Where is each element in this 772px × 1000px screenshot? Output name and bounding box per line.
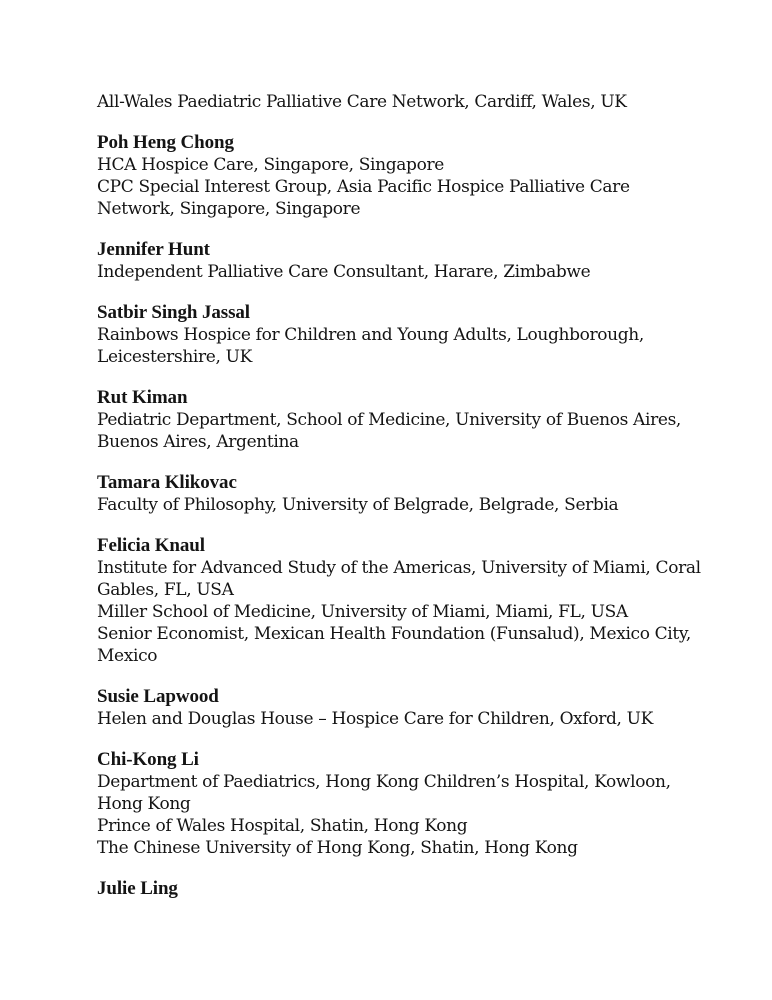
affiliation-line: CPC Special Interest Group, Asia Pacific Hospice Palliative Care [97, 177, 630, 197]
affiliation-line: All-Wales Paediatric Palliative Care Network, Cardiff, Wales, UK [97, 92, 627, 112]
affiliation-line: Gables, FL, USA [97, 580, 234, 600]
affiliation-line: Network, Singapore, Singapore [97, 199, 361, 219]
author-entry [97, 472, 737, 516]
author-entry [97, 132, 737, 220]
author-entry [97, 878, 737, 900]
affiliation-line: Independent Palliative Care Consultant, Harare, Zimbabwe [97, 262, 591, 282]
affiliation-line: Rainbows Hospice for Children and Young Adults, Loughborough, [97, 325, 644, 345]
author-name: Felicia Knaul [97, 535, 205, 556]
affiliation-line: Buenos Aires, Argentina [97, 432, 299, 452]
affiliation-line: Leicestershire, UK [97, 347, 252, 367]
author-name: Chi-Kong Li [97, 749, 199, 770]
author-name: Satbir Singh Jassal [97, 302, 250, 323]
affiliation-line: Senior Economist, Mexican Health Foundation (Funsalud), Mexico City, [97, 624, 691, 644]
author-entry [97, 535, 737, 667]
author-entry [97, 302, 737, 368]
author-name: Jennifer Hunt [97, 239, 210, 260]
author-name: Rut Kiman [97, 387, 188, 408]
affiliation-line: Mexico [97, 646, 158, 666]
author-entry [97, 91, 737, 113]
author-name: Julie Ling [97, 878, 178, 899]
affiliation-line: HCA Hospice Care, Singapore, Singapore [97, 155, 444, 175]
affiliation-list [97, 91, 737, 900]
author-name: Susie Lapwood [97, 686, 219, 707]
document-page [97, 91, 737, 919]
affiliation-line: Miller School of Medicine, University of Miami, Miami, FL, USA [97, 602, 628, 622]
author-entry [97, 749, 737, 859]
affiliation-line: Faculty of Philosophy, University of Belgrade, Belgrade, Serbia [97, 495, 619, 515]
affiliation-line: Institute for Advanced Study of the Americas, University of Miami, Coral [97, 558, 701, 578]
affiliation-line: Pediatric Department, School of Medicine, University of Buenos Aires, [97, 410, 681, 430]
affiliation-line: Hong Kong [97, 794, 191, 814]
author-entry [97, 387, 737, 453]
author-name: Tamara Klikovac [97, 472, 237, 493]
affiliation-line: Prince of Wales Hospital, Shatin, Hong Kong [97, 816, 468, 836]
affiliation-line: The Chinese University of Hong Kong, Shatin, Hong Kong [97, 838, 578, 858]
affiliation-line: Department of Paediatrics, Hong Kong Children’s Hospital, Kowloon, [97, 772, 671, 792]
author-name: Poh Heng Chong [97, 132, 234, 153]
affiliation-line: Helen and Douglas House – Hospice Care for Children, Oxford, UK [97, 709, 653, 729]
author-entry [97, 686, 737, 730]
author-entry [97, 239, 737, 283]
